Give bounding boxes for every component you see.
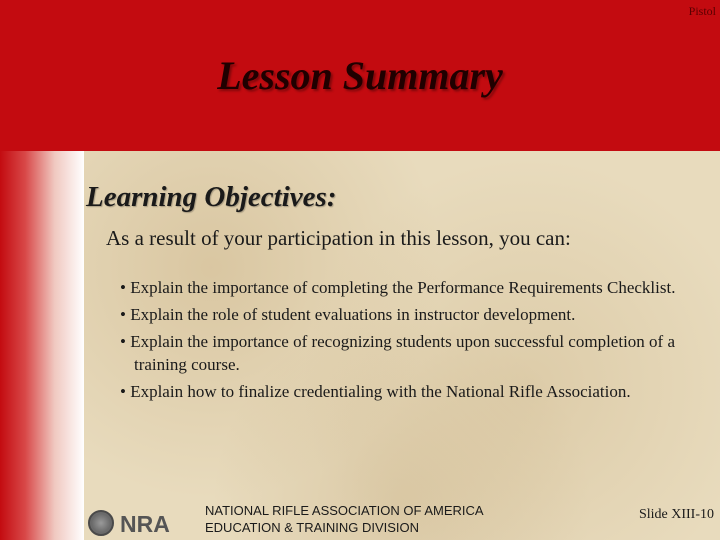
- logo-text: NRA: [120, 511, 170, 537]
- course-tag: Pistol: [688, 4, 716, 18]
- org-division: EDUCATION & TRAINING DIVISION: [205, 520, 420, 535]
- header-band: [0, 0, 720, 151]
- objectives-list: [120, 276, 710, 407]
- nra-logo-mark: [88, 508, 184, 538]
- intro-text: As a result of your participation in this lesson, you can:: [106, 226, 571, 250]
- slide-title: Lesson Summary: [217, 53, 503, 98]
- list-item: • Explain the importance of completing the Performance Requirements Checklist.: [120, 278, 676, 297]
- nra-logo: [88, 508, 184, 538]
- section-heading: Learning Objectives:: [86, 181, 337, 213]
- side-gradient-bar: [0, 151, 84, 540]
- list-item: • Explain the role of student evaluations in instructor development.: [120, 305, 576, 324]
- list-item: • Explain the importance of recognizing students upon successful completion of a training course.: [120, 332, 675, 374]
- slide-number: Slide XIII-10: [638, 507, 714, 522]
- list-item: • Explain how to finalize credentialing with the National Rifle Association.: [120, 382, 631, 401]
- org-name: NATIONAL RIFLE ASSOCIATION OF AMERICA: [205, 503, 484, 518]
- organization-footer: [205, 502, 484, 536]
